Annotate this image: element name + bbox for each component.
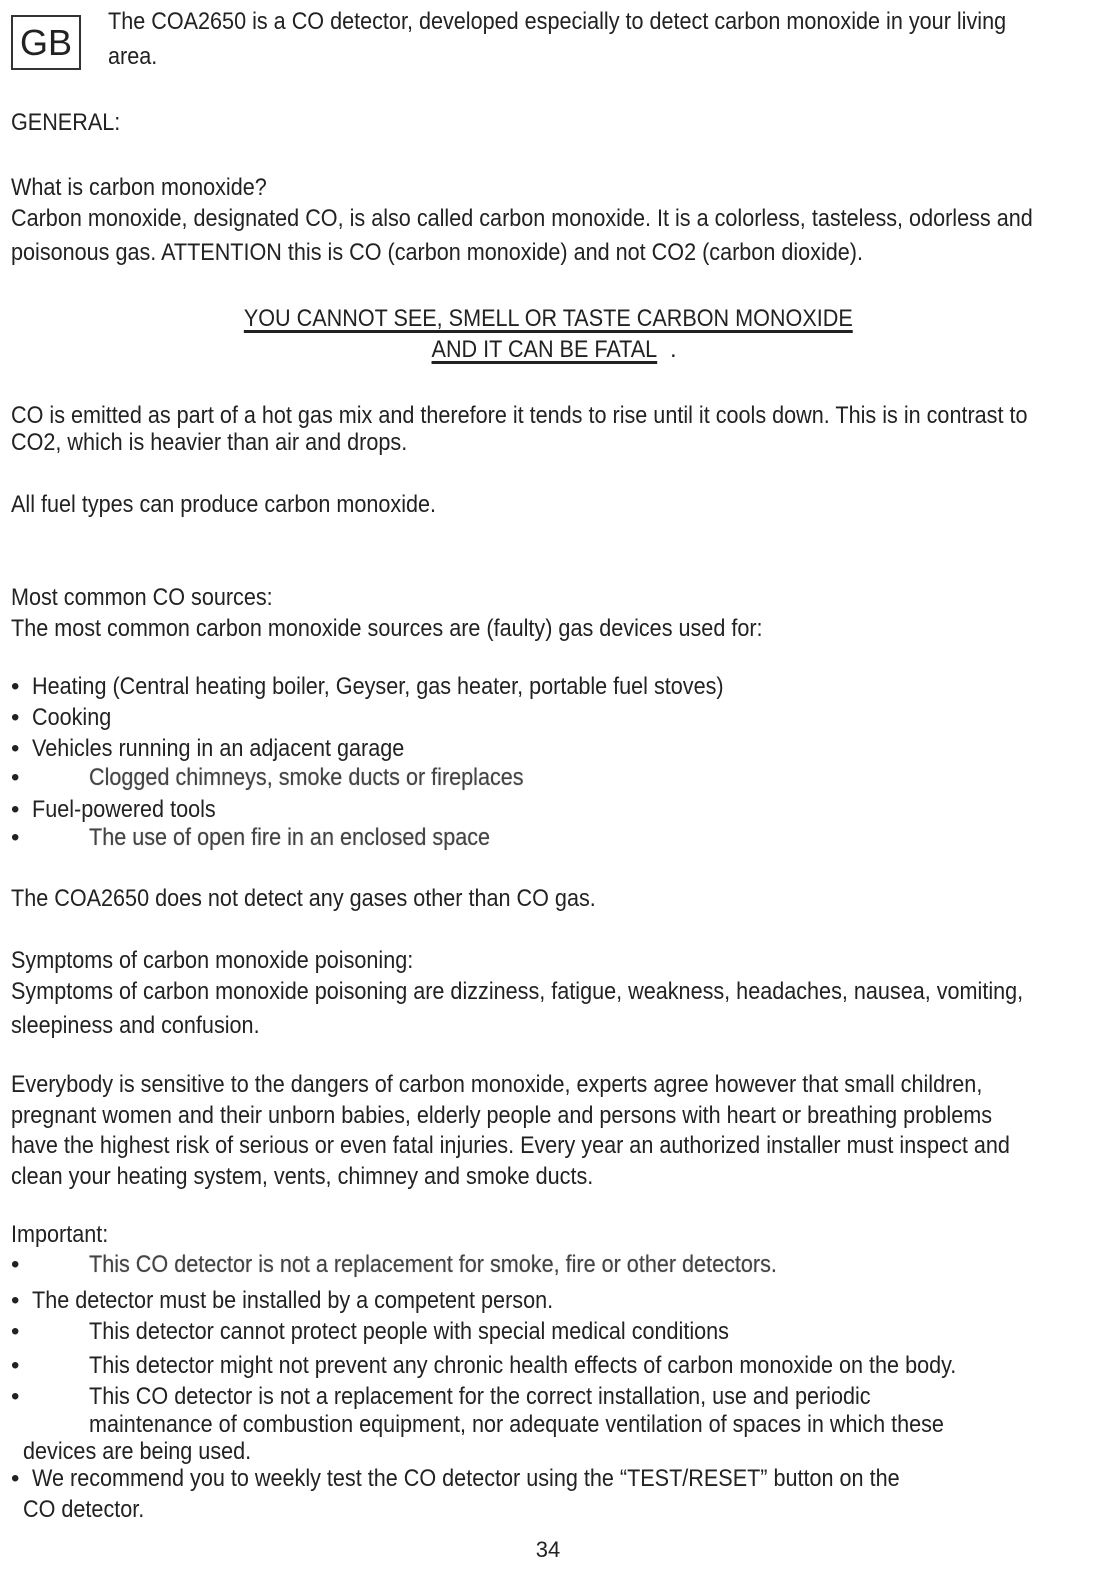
- bullet-icon: •: [11, 1465, 20, 1492]
- general-heading: GENERAL:: [11, 109, 121, 136]
- sensitive-line-1: Everybody is sensitive to the dangers of carbon monoxide, experts agree however that small children,: [11, 1071, 983, 1098]
- warning-period: .: [670, 336, 677, 363]
- intro-line-2: area.: [108, 43, 158, 70]
- not-detect-text: The COA2650 does not detect any gases other than CO gas.: [11, 885, 596, 912]
- bullet-icon: •: [11, 1251, 20, 1278]
- list-item: This detector might not prevent any chronic health effects of carbon monoxide on the body.: [89, 1352, 957, 1379]
- list-item: The use of open fire in an enclosed space: [89, 824, 491, 851]
- what-is-heading: What is carbon monoxide?: [11, 174, 267, 201]
- bullet-icon: •: [11, 824, 20, 851]
- emitted-line-2: CO2, which is heavier than air and drops.: [11, 429, 408, 456]
- warning-text-2: AND IT CAN BE FATAL: [431, 336, 658, 363]
- list-item-continuation: maintenance of combustion equipment, nor adequate ventilation of spaces in which these: [89, 1411, 944, 1438]
- emitted-line-1: CO is emitted as part of a hot gas mix and therefore it tends to rise until it cools down. This is in contrast to: [11, 402, 1028, 429]
- list-item: The detector must be installed by a competent person.: [32, 1287, 554, 1314]
- bullet-icon: •: [11, 673, 20, 700]
- bullet-icon: •: [11, 796, 20, 823]
- list-item: Clogged chimneys, smoke ducts or fireplaces: [89, 764, 524, 791]
- fuel-types-text: All fuel types can produce carbon monoxide.: [11, 491, 437, 518]
- sources-heading: Most common CO sources:: [11, 584, 273, 611]
- what-is-line-2: poisonous gas. ATTENTION this is CO (carbon monoxide) and not CO2 (carbon dioxide).: [11, 239, 863, 266]
- list-item: We recommend you to weekly test the CO detector using the “TEST/RESET” button on the: [32, 1465, 900, 1492]
- bullet-icon: •: [11, 1383, 20, 1410]
- warning-line-2: [0, 336, 1096, 364]
- bullet-icon: •: [11, 1352, 20, 1379]
- sources-intro: The most common carbon monoxide sources are (faulty) gas devices used for:: [11, 615, 763, 642]
- list-item-continuation: CO detector.: [23, 1496, 145, 1523]
- bullet-icon: •: [11, 704, 20, 731]
- warning-text-1: YOU CANNOT SEE, SMELL OR TASTE CARBON MONOXIDE: [243, 305, 853, 332]
- bullet-icon: •: [11, 1318, 20, 1345]
- list-item: This CO detector is not a replacement for smoke, fire or other detectors.: [89, 1251, 777, 1278]
- symptoms-line-2: sleepiness and confusion.: [11, 1012, 260, 1039]
- important-heading: Important:: [11, 1221, 109, 1248]
- bullet-icon: •: [11, 735, 20, 762]
- sensitive-line-4: clean your heating system, vents, chimney and smoke ducts.: [11, 1163, 594, 1190]
- list-item: Fuel-powered tools: [32, 796, 216, 823]
- list-item: Cooking: [32, 704, 112, 731]
- symptoms-heading: Symptoms of carbon monoxide poisoning:: [11, 947, 414, 974]
- bullet-icon: •: [11, 1287, 20, 1314]
- symptoms-line-1: Symptoms of carbon monoxide poisoning are dizziness, fatigue, weakness, headaches, nausea, vomiting,: [11, 978, 1024, 1005]
- what-is-line-1: Carbon monoxide, designated CO, is also called carbon monoxide. It is a colorless, tasteless, odorless and: [11, 205, 1033, 232]
- page-number: 34: [535, 1537, 561, 1562]
- list-item: This detector cannot protect people with special medical conditions: [89, 1318, 729, 1345]
- list-item: This CO detector is not a replacement for the correct installation, use and periodic: [89, 1383, 871, 1410]
- bullet-icon: •: [11, 764, 20, 791]
- list-item-continuation: devices are being used.: [23, 1438, 252, 1465]
- list-item: Vehicles running in an adjacent garage: [32, 735, 405, 762]
- language-badge: GB: [11, 15, 81, 70]
- sensitive-line-2: pregnant women and their unborn babies, elderly people and persons with heart or breathing problems: [11, 1102, 993, 1129]
- intro-line-1: The COA2650 is a CO detector, developed especially to detect carbon monoxide in your living: [108, 8, 1007, 35]
- warning-line-1: [0, 305, 1096, 333]
- list-item: Heating (Central heating boiler, Geyser, gas heater, portable fuel stoves): [32, 673, 724, 700]
- sensitive-line-3: have the highest risk of serious or even fatal injuries. Every year an authorized installer must inspect and: [11, 1132, 1010, 1159]
